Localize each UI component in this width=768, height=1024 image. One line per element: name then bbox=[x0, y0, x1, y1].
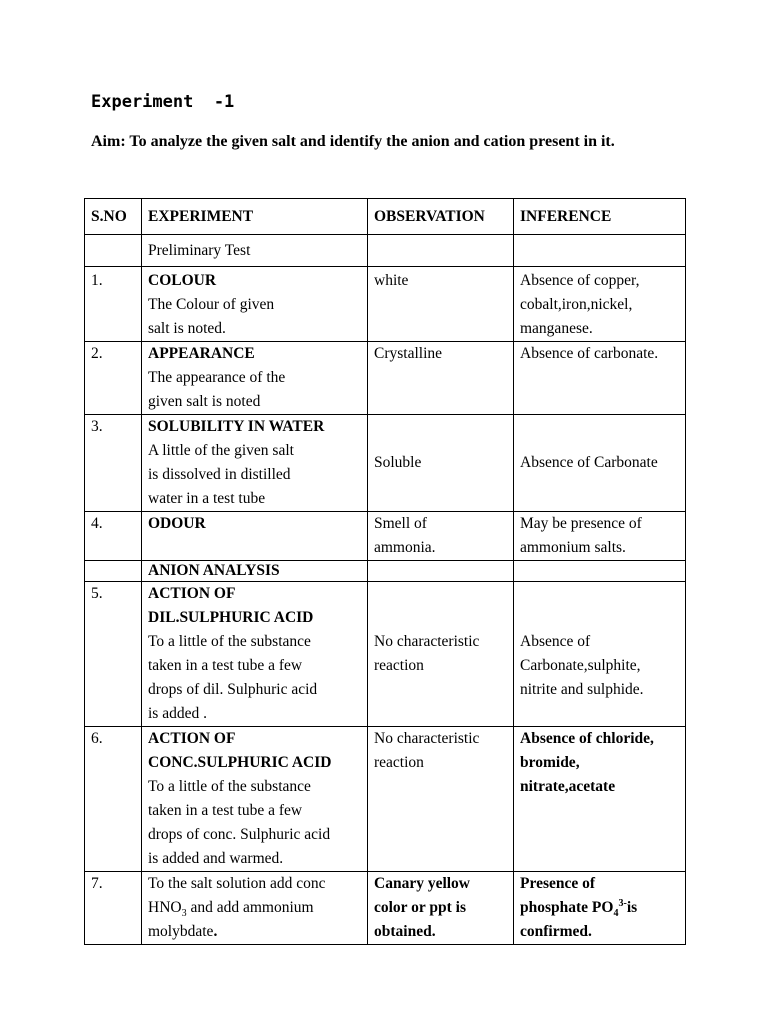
subscript: 4 bbox=[613, 908, 619, 920]
row-number: 2. bbox=[85, 342, 142, 415]
experiment-heading: ACTION OF bbox=[148, 585, 236, 602]
inference-text: cobalt,iron,nickel, bbox=[520, 296, 633, 313]
row-number: 1. bbox=[85, 267, 142, 342]
table-row bbox=[85, 512, 686, 561]
experiment-heading: ACTION OF bbox=[148, 730, 236, 747]
section-row-preliminary bbox=[85, 235, 686, 267]
experiment-text: To a little of the substance bbox=[148, 778, 311, 795]
inference-text: Absence of copper, bbox=[520, 272, 640, 289]
table-row bbox=[85, 727, 686, 872]
row-number: 5. bbox=[85, 582, 142, 727]
header-sno: S.NO bbox=[85, 199, 142, 235]
experiment-text: To a little of the substance bbox=[148, 633, 311, 650]
experiment-heading: ODOUR bbox=[142, 512, 368, 561]
experiment-text: molybdate bbox=[148, 923, 214, 940]
experiment-text: To the salt solution add conc bbox=[148, 875, 326, 892]
experiment-text: drops of dil. Sulphuric acid bbox=[148, 681, 318, 698]
section-label-anion: ANION ANALYSIS bbox=[142, 561, 368, 582]
header-inference: INFERENCE bbox=[514, 199, 686, 235]
row-number: 7. bbox=[85, 872, 142, 945]
inference-text: Presence of bbox=[520, 875, 596, 892]
observation-text: ammonia. bbox=[374, 539, 436, 556]
observation-text: Crystalline bbox=[368, 342, 514, 415]
observation-text: reaction bbox=[374, 754, 424, 771]
row-number: 4. bbox=[85, 512, 142, 561]
inference-text: Absence of chloride, bbox=[520, 730, 654, 747]
inference-text: nitrite and sulphide. bbox=[520, 681, 644, 698]
subscript: 3 bbox=[181, 908, 187, 920]
table-header-row bbox=[85, 199, 686, 235]
experiment-text: A little of the given salt bbox=[148, 442, 294, 459]
experiment-text: taken in a test tube a few bbox=[148, 802, 303, 819]
experiment-heading: CONC.SULPHURIC ACID bbox=[148, 754, 332, 771]
inference-text: nitrate,acetate bbox=[520, 778, 616, 795]
row-number: 6. bbox=[85, 727, 142, 872]
observation-table bbox=[84, 198, 686, 945]
experiment-text: . bbox=[213, 923, 218, 940]
inference-text: May be presence of bbox=[520, 515, 642, 532]
inference-text: manganese. bbox=[520, 320, 593, 337]
observation-text: Canary yellow bbox=[374, 875, 471, 892]
observation-text: white bbox=[368, 267, 514, 342]
experiment-heading: SOLUBILITY IN WATER bbox=[148, 418, 325, 435]
header-experiment: EXPERIMENT bbox=[142, 199, 368, 235]
experiment-heading: COLOUR bbox=[148, 272, 217, 289]
experiment-text: salt is noted. bbox=[148, 320, 226, 337]
section-row-anion bbox=[85, 561, 686, 582]
inference-text: Absence of bbox=[520, 633, 591, 650]
inference-text: phosphate PO bbox=[520, 899, 614, 916]
experiment-text: and add ammonium bbox=[186, 899, 314, 916]
table-row bbox=[85, 267, 686, 342]
experiment-title: Experiment -1 bbox=[91, 92, 235, 112]
header-observation: OBSERVATION bbox=[368, 199, 514, 235]
experiment-text: is dissolved in distilled bbox=[148, 466, 291, 483]
experiment-heading: DIL.SULPHURIC ACID bbox=[148, 609, 314, 626]
experiment-text: drops of conc. Sulphuric acid bbox=[148, 826, 331, 843]
experiment-text: given salt is noted bbox=[148, 393, 261, 410]
inference-text: Absence of carbonate. bbox=[514, 342, 686, 415]
inference-text: is bbox=[626, 899, 638, 916]
experiment-text: water in a test tube bbox=[148, 490, 266, 507]
inference-text: Absence of Carbonate bbox=[514, 415, 686, 512]
experiment-text: taken in a test tube a few bbox=[148, 657, 303, 674]
experiment-heading: APPEARANCE bbox=[148, 345, 255, 362]
inference-text: Carbonate,sulphite, bbox=[520, 657, 641, 674]
inference-text: ammonium salts. bbox=[520, 539, 626, 556]
observation-text: No characteristic bbox=[374, 633, 480, 650]
experiment-text: HNO bbox=[148, 899, 182, 916]
inference-text: bromide, bbox=[520, 754, 580, 771]
observation-text: color or ppt is bbox=[374, 899, 467, 916]
table-row bbox=[85, 415, 686, 512]
experiment-text: The Colour of given bbox=[148, 296, 275, 313]
inference-text: confirmed. bbox=[520, 923, 592, 940]
experiment-text: is added . bbox=[148, 705, 207, 722]
observation-text: obtained. bbox=[374, 923, 436, 940]
observation-text: No characteristic bbox=[374, 730, 480, 747]
observation-text: reaction bbox=[374, 657, 424, 674]
observation-text: Smell of bbox=[374, 515, 427, 532]
table-row bbox=[85, 872, 686, 945]
table-row bbox=[85, 342, 686, 415]
section-label-preliminary: Preliminary Test bbox=[142, 235, 368, 267]
observation-text: Soluble bbox=[368, 415, 514, 512]
experiment-text: is added and warmed. bbox=[148, 850, 284, 867]
experiment-text: The appearance of the bbox=[148, 369, 286, 386]
table-row bbox=[85, 582, 686, 727]
superscript: 3- bbox=[618, 897, 627, 909]
aim-statement: Aim: To analyze the given salt and identify the anion and cation present in it. bbox=[91, 133, 615, 150]
row-number: 3. bbox=[85, 415, 142, 512]
